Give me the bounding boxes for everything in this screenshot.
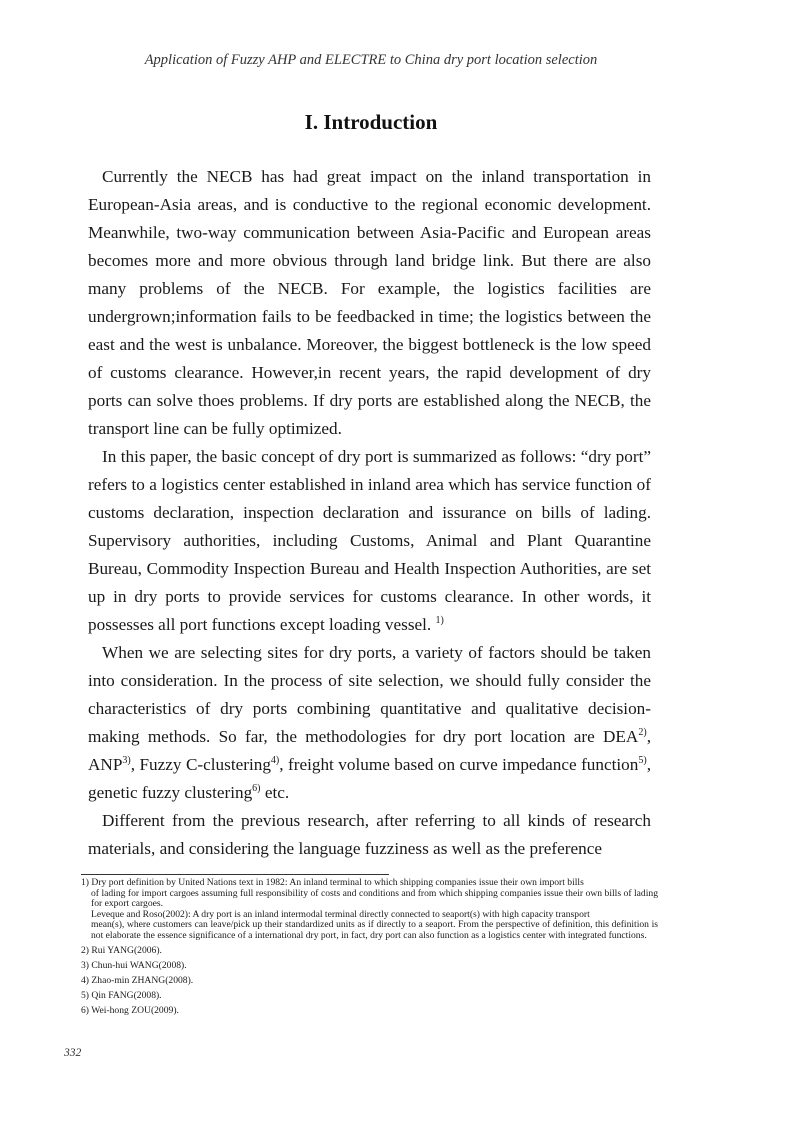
footnote-4-label: 4) bbox=[81, 974, 89, 986]
footnote-1 bbox=[81, 878, 658, 942]
paragraph-3 bbox=[88, 639, 651, 807]
footnote-3-text: Chun-hui WANG(2008). bbox=[91, 959, 187, 971]
section-title: I. Introduction bbox=[304, 110, 438, 134]
paragraph-3-text-f: etc. bbox=[260, 783, 290, 802]
body-text bbox=[88, 163, 651, 863]
footnote-5-text: Qin FANG(2008). bbox=[91, 989, 162, 1001]
footnote-1-label: 1) bbox=[81, 877, 89, 888]
footnote-1-extra: Leveque and Roso(2002): A dry port is an inland intermodal terminal directly connected to seaport(s) with high capacity transport bbox=[91, 908, 590, 920]
footnote-3 bbox=[81, 961, 658, 972]
paragraph-2-text: In this paper, the basic concept of dry port is summarized as follows: “dry port” refers to a logistics center established in inland area which has service function of customs declaration, inspection declaration and issurance on bills of lading. Supervisory authorities, including Customs, Animal and Plant Quarantine Bureau, Commodity Inspection Bureau and Health Inspection Authorities, are set up in dry ports to provide services for customs clearance. In other words, it possesses all port functions except loading vessel. bbox=[88, 447, 651, 634]
footnote-1-extra-continuation: mean(s), where customers can leave/pick up their standardized units as if directly to a seaport. From the perspective of definition, this definition is not elaborate the essence significance of a international dry port, in fact, dry port can also function as a logistics center with integrated functions. bbox=[91, 919, 658, 941]
footnote-6-text: Wei-hong ZOU(2009). bbox=[91, 1004, 179, 1016]
paragraph-3-text-a: When we are selecting sites for dry ports, a variety of factors should be taken into consideration. In the process of site selection, we should fully consider the characteristics of dry ports combining quantitative and qualitative decision-making methods. So far, the methodologies for dry port location are DEA bbox=[88, 643, 651, 746]
footnote-5-label: 5) bbox=[81, 989, 89, 1001]
footnote-1-text: Dry port definition by United Nations text in 1982: An inland terminal to which shipping companies issue their own import bills bbox=[91, 877, 584, 888]
paragraph-3-text-b: , ANP bbox=[88, 727, 651, 774]
footnote-2 bbox=[81, 946, 658, 957]
paragraph-3-text-d: , freight volume based on curve impedance function bbox=[279, 755, 639, 774]
paragraph-4: Different from the previous research, after referring to all kinds of research materials, and considering the language fuzziness as well as the preference bbox=[88, 811, 651, 858]
footnotes bbox=[81, 878, 658, 1021]
footnote-4 bbox=[81, 976, 658, 987]
page-number: 332 bbox=[64, 1047, 82, 1059]
footnote-ref-4: 4) bbox=[270, 755, 280, 766]
footnote-2-label: 2) bbox=[81, 944, 89, 956]
footnote-5 bbox=[81, 991, 658, 1002]
footnote-ref-3: 3) bbox=[122, 755, 131, 766]
footnote-3-label: 3) bbox=[81, 959, 89, 971]
footnote-ref-2: 2) bbox=[638, 727, 647, 738]
footnote-divider bbox=[81, 874, 389, 875]
footnote-ref-5: 5) bbox=[638, 755, 647, 766]
paragraph-3-text-e: , genetic fuzzy clustering bbox=[88, 755, 651, 802]
footnote-1-continuation: of lading for import cargoes assuming full responsibility of costs and conditions and from which shipping companies issue their own bills of lading for export cargoes. bbox=[91, 887, 658, 910]
footnote-6 bbox=[81, 1006, 658, 1017]
footnote-ref-6: 6) bbox=[252, 783, 261, 794]
running-header: Application of Fuzzy AHP and ELECTRE to China dry port location selection bbox=[144, 52, 598, 68]
footnote-ref-1: 1) bbox=[435, 615, 444, 626]
paragraph-3-text-c: , Fuzzy C-clustering bbox=[130, 755, 271, 774]
paragraph-1: Currently the NECB has had great impact on the inland transportation in European-Asia areas, and is conductive to the regional economic development. Meanwhile, two-way communication between Asia-Pacific and European areas becomes more and more obvious through land bridge link. But there are also many problems of the NECB. For example, the logistics facilities are undergrown;information fails to be feedbacked in time; the logistics between the east and the west is unbalance. Moreover, the biggest bottleneck is the low speed of customs clearance. However,in recent years, the rapid development of dry ports can solve thoes problems. If dry ports are established along the NECB, the transport line can be fully optimized. bbox=[88, 167, 651, 438]
paragraph-2 bbox=[88, 443, 651, 639]
footnote-2-text: Rui YANG(2006). bbox=[91, 944, 162, 956]
footnote-4-text: Zhao-min ZHANG(2008). bbox=[91, 974, 194, 986]
footnote-6-label: 6) bbox=[81, 1004, 89, 1016]
